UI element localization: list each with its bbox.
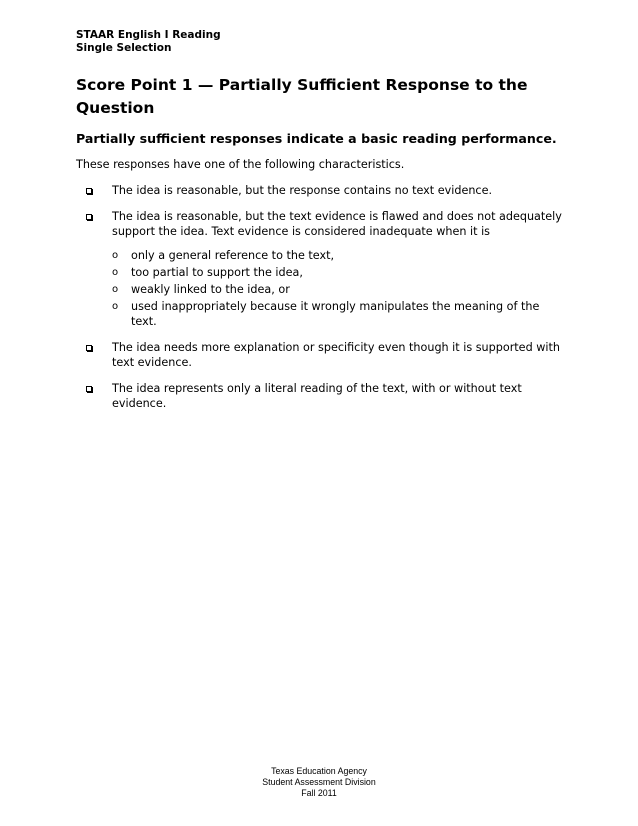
sub-list-item xyxy=(112,282,566,297)
list-item xyxy=(76,209,566,329)
footer-date: Fall 2011 xyxy=(301,788,337,798)
footer-division: Student Assessment Division xyxy=(262,777,376,787)
inadequate-evidence-list xyxy=(112,248,566,329)
list-item xyxy=(76,183,566,198)
square-bullet-icon xyxy=(86,386,92,392)
list-item-text: The idea is reasonable, but the response contains no text evidence. xyxy=(112,184,493,197)
circle-bullet-icon: o xyxy=(112,284,119,295)
sub-list-item xyxy=(112,299,566,329)
sub-list-item-text: only a general reference to the text, xyxy=(131,249,335,262)
square-bullet-icon xyxy=(86,188,92,194)
sub-list-item-text: weakly linked to the idea, or xyxy=(131,283,290,296)
circle-bullet-icon: o xyxy=(112,250,119,261)
document-footer xyxy=(0,766,638,799)
square-bullet-icon xyxy=(86,214,92,220)
circle-bullet-icon: o xyxy=(112,301,119,312)
list-item-text: The idea is reasonable, but the text evidence is flawed and does not adequately support the idea. Text evidence is considered inadequate when it is xyxy=(112,210,562,238)
list-item xyxy=(76,340,566,370)
footer-agency: Texas Education Agency xyxy=(271,766,367,776)
header-course: STAAR English I Reading xyxy=(76,29,221,41)
list-item xyxy=(76,381,566,411)
page-subtitle: Partially sufficient responses indicate a basic reading performance. xyxy=(76,131,557,146)
sub-list-item xyxy=(112,265,566,280)
list-item-text: The idea represents only a literal reading of the text, with or without text evidence. xyxy=(112,382,522,410)
characteristics-list xyxy=(76,183,566,422)
page-title: Score Point 1 — Partially Sufficient Response to the Question xyxy=(76,76,528,117)
list-item-text: The idea needs more explanation or specificity even though it is supported with text evidence. xyxy=(112,341,560,369)
header-section: Single Selection xyxy=(76,42,172,54)
sub-list-item xyxy=(112,248,566,263)
sub-list-item-text: used inappropriately because it wrongly manipulates the meaning of the text. xyxy=(131,300,540,328)
document-header xyxy=(76,29,221,55)
circle-bullet-icon: o xyxy=(112,267,119,278)
square-bullet-icon xyxy=(86,345,92,351)
intro-text: These responses have one of the following characteristics. xyxy=(76,158,405,171)
sub-list-item-text: too partial to support the idea, xyxy=(131,266,303,279)
